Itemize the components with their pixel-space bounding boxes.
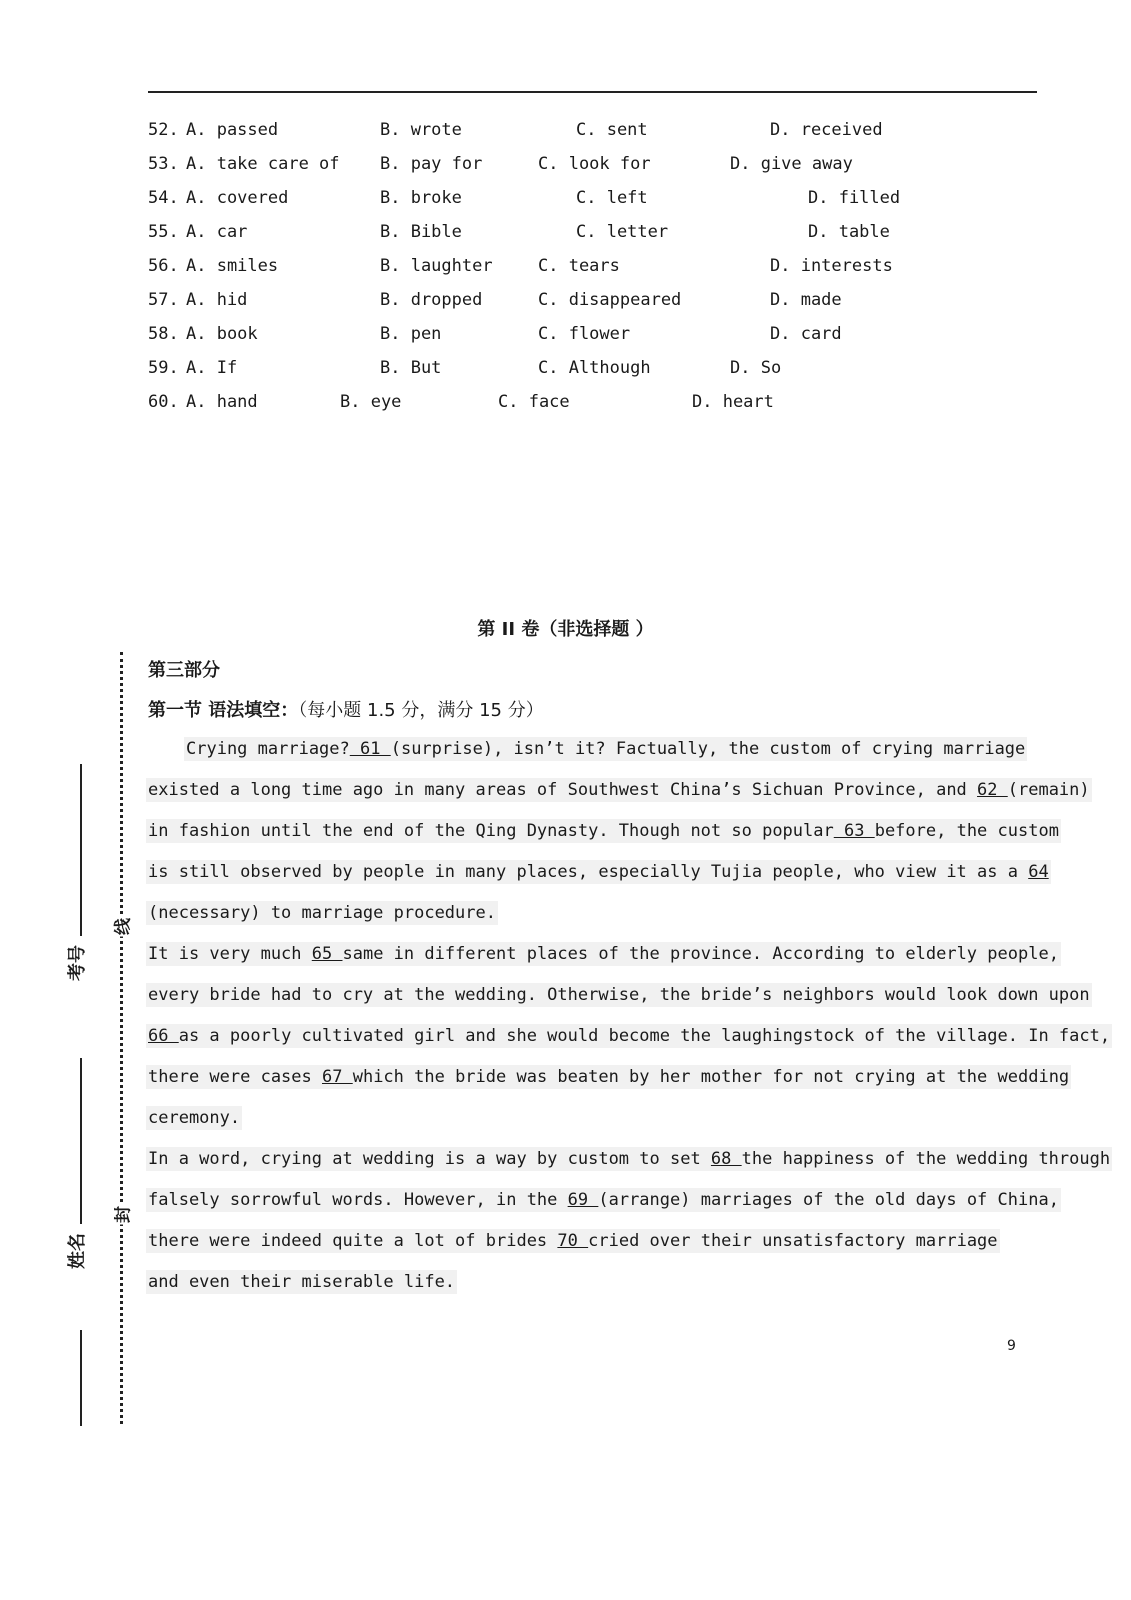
option-c: C. Although	[538, 358, 651, 378]
passage-text: cried over their unsatisfactory marriage	[588, 1231, 998, 1251]
passage-text: (necessary) to marriage procedure.	[148, 903, 496, 923]
passage-text: (arrange) marriages of the old days of China,	[598, 1190, 1059, 1210]
option-d: D. made	[770, 290, 842, 310]
option-c: C. flower	[538, 324, 631, 344]
passage-line	[146, 979, 1090, 1020]
blank-70: 70	[557, 1231, 589, 1251]
passage-text: (surprise), isn’t it? Factually, the custom of crying marriage	[390, 739, 1026, 759]
option-a: A. smiles	[186, 256, 279, 276]
top-rule	[148, 91, 1037, 93]
option-b: B. pay for	[380, 154, 483, 174]
option-b: B. Bible	[380, 222, 462, 242]
binding-dotted-line	[120, 652, 123, 1424]
question-row	[148, 317, 1048, 351]
option-a: A. car	[186, 222, 248, 242]
option-d: D. card	[770, 324, 842, 344]
option-a: A. covered	[186, 188, 289, 208]
option-d: D. received	[770, 120, 883, 140]
passage-text: existed a long time ago in many areas of Southwest China’s Sichuan Province, and	[148, 780, 978, 800]
question-number: 52.	[148, 120, 179, 140]
option-b: B. wrote	[380, 120, 462, 140]
option-b: B. laughter	[380, 256, 493, 276]
option-c: C. tears	[538, 256, 620, 276]
passage-text: before, the custom	[874, 821, 1059, 841]
passage-text: falsely sorrowful words. However, in the	[148, 1190, 568, 1210]
question-number: 59.	[148, 358, 179, 378]
subsection-heading	[148, 696, 544, 722]
option-a: A. If	[186, 358, 238, 378]
question-row	[148, 249, 1048, 283]
binding-char-seal: 封	[109, 1205, 134, 1225]
blank-65: 65	[311, 944, 343, 964]
option-d: D. So	[730, 358, 782, 378]
option-d: D. table	[808, 222, 890, 242]
name-rule-upper	[80, 1058, 82, 1224]
question-row	[148, 385, 1048, 419]
option-d: D. interests	[770, 256, 893, 276]
passage-line	[146, 1143, 1111, 1184]
blank-63: 63	[833, 821, 875, 841]
passage-line	[146, 856, 1049, 897]
option-c: C. left	[576, 188, 648, 208]
question-number: 56.	[148, 256, 179, 276]
passage-text: which the bride was beaten by her mother for not crying at the wedding	[352, 1067, 1070, 1087]
passage-line	[146, 1102, 1046, 1143]
question-row	[148, 215, 1048, 249]
option-c: C. disappeared	[538, 290, 682, 310]
question-row	[148, 351, 1048, 385]
subsection-title: 第一节 语法填空：	[148, 700, 299, 721]
option-a: A. passed	[186, 120, 279, 140]
passage-text: and even their miserable life.	[148, 1272, 456, 1292]
option-b: B. broke	[380, 188, 462, 208]
question-number: 57.	[148, 290, 179, 310]
name-label: 姓名	[67, 1233, 88, 1269]
exam-number-rule	[80, 764, 82, 936]
passage-text: as a poorly cultivated girl and she would become the laughingstock of the village. In fact,	[178, 1026, 1111, 1046]
subsection-note: （每小题 1.5 分，满分 15 分）	[298, 700, 544, 721]
section-heading: 第三部分	[148, 660, 220, 681]
question-number: 58.	[148, 324, 179, 344]
name-rule-lower	[80, 1330, 82, 1426]
passage-text: same in different places of the province. According to elderly people,	[342, 944, 1059, 964]
blank-66: 66	[148, 1026, 179, 1046]
passage-line	[146, 815, 1059, 856]
passage-line	[146, 1266, 1046, 1307]
question-number: 54.	[148, 188, 179, 208]
passage-text: there were cases	[148, 1067, 322, 1087]
passage-line	[146, 1020, 1111, 1061]
blank-64: 64	[1028, 862, 1049, 882]
option-a: A. hand	[186, 392, 258, 412]
page-number: 9	[1007, 1338, 1016, 1354]
option-d: D. heart	[692, 392, 774, 412]
passage-line	[146, 733, 1046, 774]
passage-line	[146, 1225, 1046, 1266]
passage-line	[146, 897, 1046, 938]
option-c: C. sent	[576, 120, 648, 140]
option-a: A. hid	[186, 290, 248, 310]
grammar-passage	[146, 733, 1111, 1307]
passage-text: there were indeed quite a lot of brides	[148, 1231, 558, 1251]
passage-line	[146, 1061, 1070, 1102]
blank-62: 62	[977, 780, 1008, 800]
part-title: 第 II 卷（非选择题 ）	[477, 619, 654, 640]
passage-text: the happiness of the wedding through	[741, 1149, 1111, 1169]
question-row	[148, 181, 1048, 215]
question-row	[148, 147, 1048, 181]
passage-text: Crying marriage?	[186, 739, 350, 759]
option-b: B. eye	[340, 392, 402, 412]
blank-69: 69	[567, 1190, 599, 1210]
option-d: D. filled	[808, 188, 901, 208]
question-row	[148, 283, 1048, 317]
passage-text: (remain)	[1007, 780, 1090, 800]
option-d: D. give away	[730, 154, 853, 174]
option-a: A. book	[186, 324, 258, 344]
passage-text: ceremony.	[148, 1108, 241, 1128]
passage-line	[146, 938, 1059, 979]
option-c: C. look for	[538, 154, 651, 174]
question-number: 60.	[148, 392, 179, 412]
blank-68: 68	[710, 1149, 742, 1169]
passage-line	[146, 1184, 1059, 1225]
binding-char-line: 线	[109, 917, 134, 937]
passage-text: In a word, crying at wedding is a way by custom to set	[148, 1149, 711, 1169]
option-c: C. letter	[576, 222, 669, 242]
blank-61: 61	[349, 739, 391, 759]
blank-67: 67	[322, 1067, 353, 1087]
question-number: 53.	[148, 154, 179, 174]
option-b: B. But	[380, 358, 442, 378]
question-number: 55.	[148, 222, 179, 242]
option-c: C. face	[498, 392, 570, 412]
passage-text: in fashion until the end of the Qing Dynasty. Though not so popular	[148, 821, 834, 841]
multiple-choice-list	[148, 113, 1048, 419]
passage-text: every bride had to cry at the wedding. Otherwise, the bride’s neighbors would look down upon	[148, 985, 1090, 1005]
question-row	[148, 113, 1048, 147]
passage-text: It is very much	[148, 944, 312, 964]
exam-number-label: 考号	[67, 945, 88, 981]
option-b: B. pen	[380, 324, 442, 344]
passage-line	[146, 774, 1090, 815]
passage-text: is still observed by people in many places, especially Tujia people, who view it as a	[148, 862, 1029, 882]
option-b: B. dropped	[380, 290, 483, 310]
option-a: A. take care of	[186, 154, 340, 174]
